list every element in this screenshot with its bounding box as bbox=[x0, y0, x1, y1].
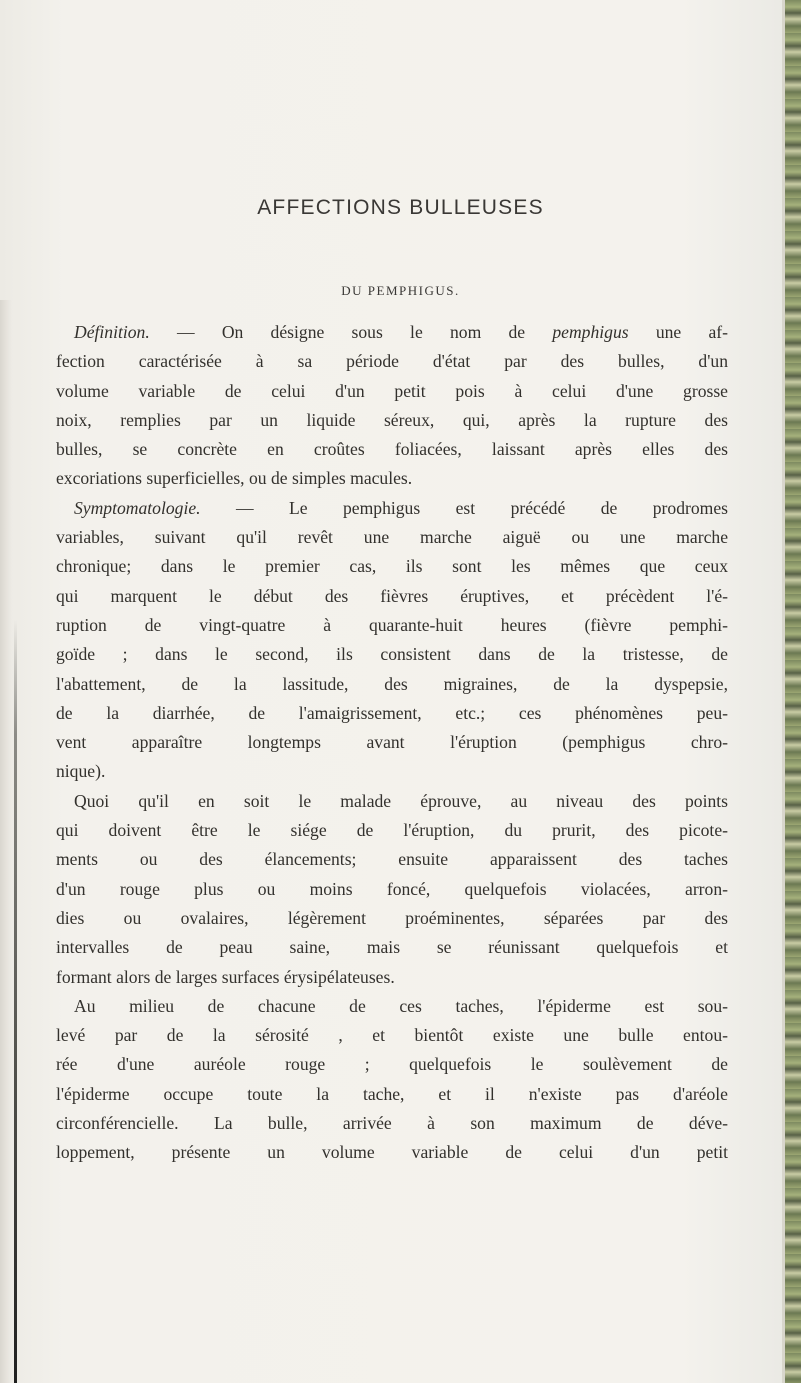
text-line bbox=[56, 494, 728, 523]
text-line bbox=[56, 963, 728, 992]
text-line bbox=[56, 523, 728, 552]
text-segment: Au milieu de chacune de ces taches, l'épiderme est sou- bbox=[74, 995, 728, 1016]
text-segment: nique). bbox=[56, 761, 106, 782]
text-segment: — Le pemphigus est précédé de prodromes bbox=[200, 497, 728, 518]
section-title: DU PEMPHIGUS. bbox=[341, 283, 460, 298]
text-segment: d'un rouge plus ou moins foncé, quelquefois violacées, arron- bbox=[56, 878, 728, 899]
text-segment: formant alors de larges surfaces érysipélateuses. bbox=[56, 966, 395, 987]
text-segment: variables, suivant qu'il revêt une marche aiguë ou une marche bbox=[56, 527, 728, 548]
text-segment: rée d'une auréole rouge ; quelquefois le soulèvement de bbox=[56, 1054, 728, 1075]
text-line bbox=[56, 435, 728, 464]
text-segment: levé par de la sérosité , et bientôt existe une bulle entou- bbox=[56, 1025, 728, 1046]
text-segment: loppement, présente un volume variable de celui d'un petit bbox=[56, 1142, 728, 1163]
text-line bbox=[56, 406, 728, 435]
text-line bbox=[56, 318, 728, 347]
text-line bbox=[56, 1109, 728, 1138]
text-line bbox=[56, 933, 728, 962]
text-line bbox=[56, 904, 728, 933]
page-gutter-shadow bbox=[0, 300, 12, 1383]
text-line bbox=[56, 757, 728, 786]
text-line bbox=[56, 875, 728, 904]
text-line bbox=[56, 816, 728, 845]
text-line bbox=[56, 845, 728, 874]
text-segment: volume variable de celui d'un petit pois à celui d'une grosse bbox=[56, 380, 728, 401]
text-line bbox=[56, 582, 728, 611]
text-segment: ments ou des élancements; ensuite apparaissent des taches bbox=[56, 849, 728, 870]
text-segment: bulles, se concrète en croûtes foliacées, laissant après elles des bbox=[56, 439, 728, 460]
text-segment: intervalles de peau saine, mais se réunissant quelquefois et bbox=[56, 937, 728, 958]
text-segment: vent apparaître longtemps avant l'éruption (pemphigus chro- bbox=[56, 732, 728, 753]
text-segment: noix, remplies par un liquide séreux, qui, après la rupture des bbox=[56, 409, 728, 430]
text-line bbox=[56, 670, 728, 699]
text-line bbox=[56, 1050, 728, 1079]
italic-heading: Symptomatologie. bbox=[74, 497, 201, 518]
text-segment: chronique; dans le premier cas, ils sont les mêmes que ceux bbox=[56, 556, 728, 577]
text-segment: l'épiderme occupe toute la tache, et il n'existe pas d'aréole bbox=[56, 1083, 728, 1104]
text-line bbox=[56, 699, 728, 728]
text-segment: de la diarrhée, de l'amaigrissement, etc.; ces phénomènes peu- bbox=[56, 702, 728, 723]
body-text bbox=[56, 318, 728, 1168]
text-segment: fection caractérisée à sa période d'état par des bulles, d'un bbox=[56, 351, 728, 372]
text-segment: excoriations superficielles, ou de simples macules. bbox=[56, 468, 413, 489]
text-line bbox=[56, 377, 728, 406]
text-segment: Quoi qu'il en soit le malade éprouve, au niveau des points bbox=[74, 790, 728, 811]
italic-heading: Définition. bbox=[74, 322, 150, 342]
text-segment: qui marquent le début des fièvres éruptives, et précèdent l'é- bbox=[56, 585, 728, 606]
text-line bbox=[56, 1080, 728, 1109]
text-line bbox=[56, 347, 728, 376]
text-line bbox=[56, 611, 728, 640]
text-line bbox=[56, 992, 728, 1021]
text-segment: dies ou ovalaires, légèrement proéminentes, séparées par des bbox=[56, 907, 728, 928]
text-line bbox=[56, 1021, 728, 1050]
text-line bbox=[56, 464, 728, 493]
text-line bbox=[56, 552, 728, 581]
text-line bbox=[56, 1138, 728, 1167]
text-line bbox=[56, 787, 728, 816]
text-segment: — On désigne sous le nom de bbox=[149, 322, 553, 342]
text-line bbox=[56, 640, 728, 669]
text-segment: qui doivent être le siége de l'éruption, du prurit, des picote- bbox=[56, 820, 728, 841]
text-line bbox=[56, 728, 728, 757]
text-segment: ruption de vingt-quatre à quarante-huit heures (fièvre pemphi- bbox=[56, 614, 728, 635]
text-segment: goïde ; dans le second, ils consistent dans de la tristesse, de bbox=[56, 644, 728, 665]
text-segment: l'abattement, de la lassitude, des migraines, de la dyspepsie, bbox=[56, 673, 728, 694]
binding-edge-line bbox=[14, 620, 17, 1383]
italic-heading: pemphigus bbox=[552, 322, 629, 342]
text-segment: circonférencielle. La bulle, arrivée à son maximum de déve- bbox=[56, 1113, 728, 1134]
text-segment: une af- bbox=[628, 322, 728, 342]
running-head: AFFECTIONS BULLEUSES bbox=[257, 196, 544, 219]
